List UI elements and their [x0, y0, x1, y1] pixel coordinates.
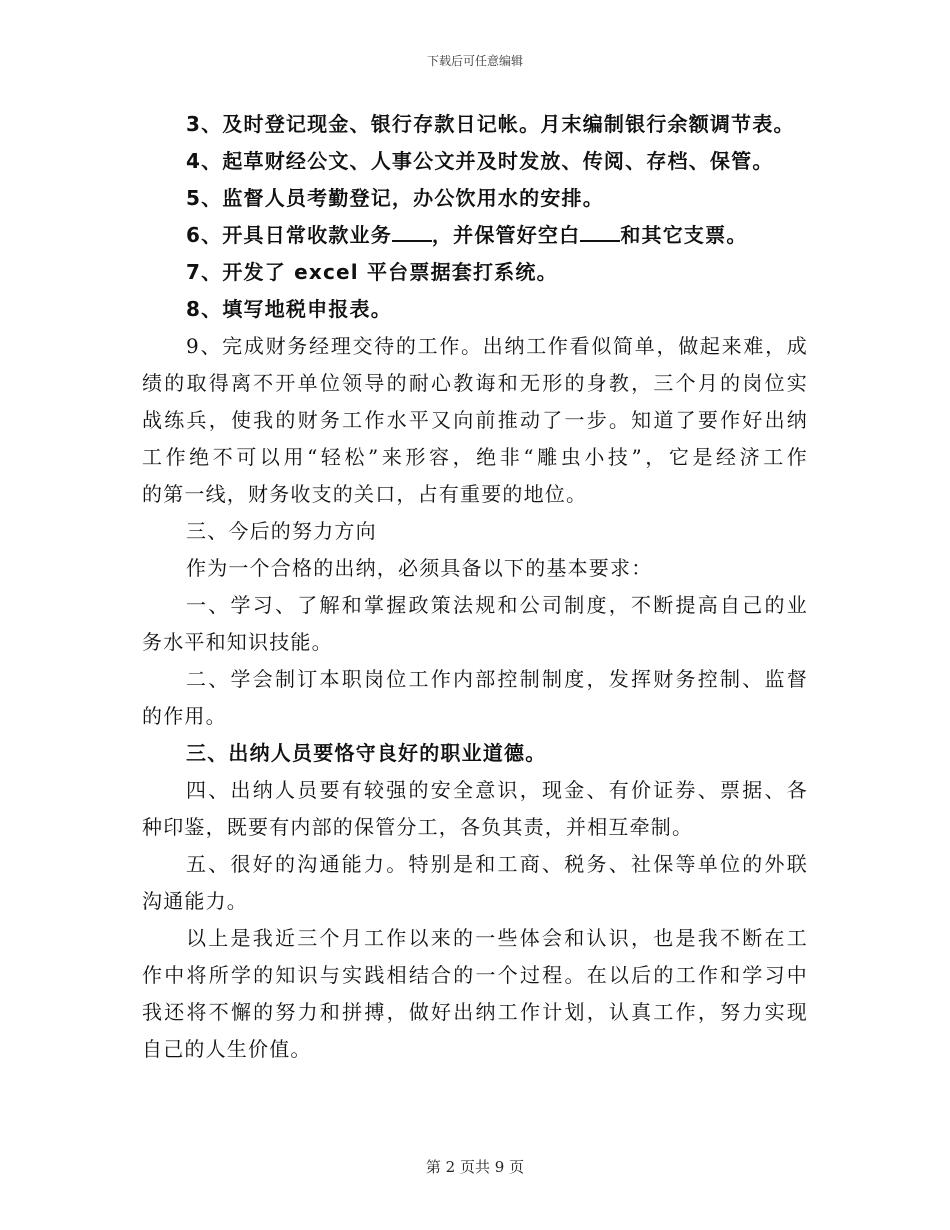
- paragraph-line: 战练兵，使我的财务工作水平又向前推动了一步。知道了要作好出纳: [142, 408, 808, 432]
- list-item-6-part-c: 和其它支票。: [620, 223, 748, 247]
- paragraph-line: 工作绝不可以用“轻松”来形容，绝非“雕虫小技”，它是经济工作: [142, 445, 808, 469]
- intro-line: 作为一个合格的出纳，必须具备以下的基本要求：: [186, 556, 653, 580]
- conclusion-line: 以上是我近三个月工作以来的一些体会和认识，也是我不断在工: [186, 926, 808, 950]
- page-header: 下载后可任意编辑: [426, 54, 523, 68]
- requirement-2-line: 二、学会制订本职岗位工作内部控制制度，发挥财务控制、监督: [186, 667, 808, 691]
- conclusion-line: 作中将所学的知识与实践相结合的一个过程。在以后的工作和学习中: [142, 963, 808, 987]
- list-item-7: 7、开发了 excel 平台票据套打系统。: [186, 260, 558, 284]
- list-item-6-part-b: ，并保管好空白: [431, 223, 581, 247]
- list-item-4: 4、起草财经公文、人事公文并及时发放、传阅、存档、保管。: [186, 149, 774, 173]
- requirement-3: 三、出纳人员要恪守良好的职业道德。: [186, 741, 547, 765]
- document-body: [142, 106, 808, 1068]
- paragraph-line: 的第一线，财务收支的关口，占有重要的地位。: [142, 482, 588, 506]
- requirement-5-line: 五、很好的沟通能力。特别是和工商、税务、社保等单位的外联: [186, 852, 808, 876]
- paragraph-line: 9、完成财务经理交待的工作。出纳工作看似简单，做起来难，成: [186, 334, 808, 358]
- page-footer: 第 2 页共 9 页: [425, 1158, 525, 1176]
- list-item-8: 8、填写地税申报表。: [186, 297, 392, 321]
- requirement-1-line: 一、学习、了解和掌握政策法规和公司制度，不断提高自己的业: [186, 593, 808, 617]
- list-item-3: 3、及时登记现金、银行存款日记帐。月末编制银行余额调节表。: [186, 112, 795, 136]
- requirement-2-line: 的作用。: [142, 704, 227, 728]
- list-item-6-part-a: 6、开具日常收款业务: [186, 223, 392, 247]
- requirement-1-line: 务水平和知识技能。: [142, 630, 333, 654]
- requirement-4-line: 四、出纳人员要有较强的安全意识，现金、有价证券、票据、各: [186, 778, 808, 802]
- requirement-5-line: 沟通能力。: [142, 889, 248, 913]
- list-item-5: 5、监督人员考勤登记，办公饮用水的安排。: [186, 186, 604, 210]
- list-item-6: [142, 217, 808, 254]
- paragraph-line: 绩的取得离不开单位领导的耐心教诲和无形的身教，三个月的岗位实: [142, 371, 808, 395]
- conclusion-line: 自己的人生价值。: [142, 1037, 312, 1061]
- blank-underline: [580, 222, 620, 242]
- requirement-4-line: 种印鉴，既要有内部的保管分工，各负其责，并相互牵制。: [142, 815, 694, 839]
- blank-underline: [392, 222, 432, 242]
- conclusion-line: 我还将不懈的努力和拼搏，做好出纳工作计划，认真工作，努力实现: [142, 1000, 808, 1024]
- section-title: 三、今后的努力方向: [186, 519, 377, 543]
